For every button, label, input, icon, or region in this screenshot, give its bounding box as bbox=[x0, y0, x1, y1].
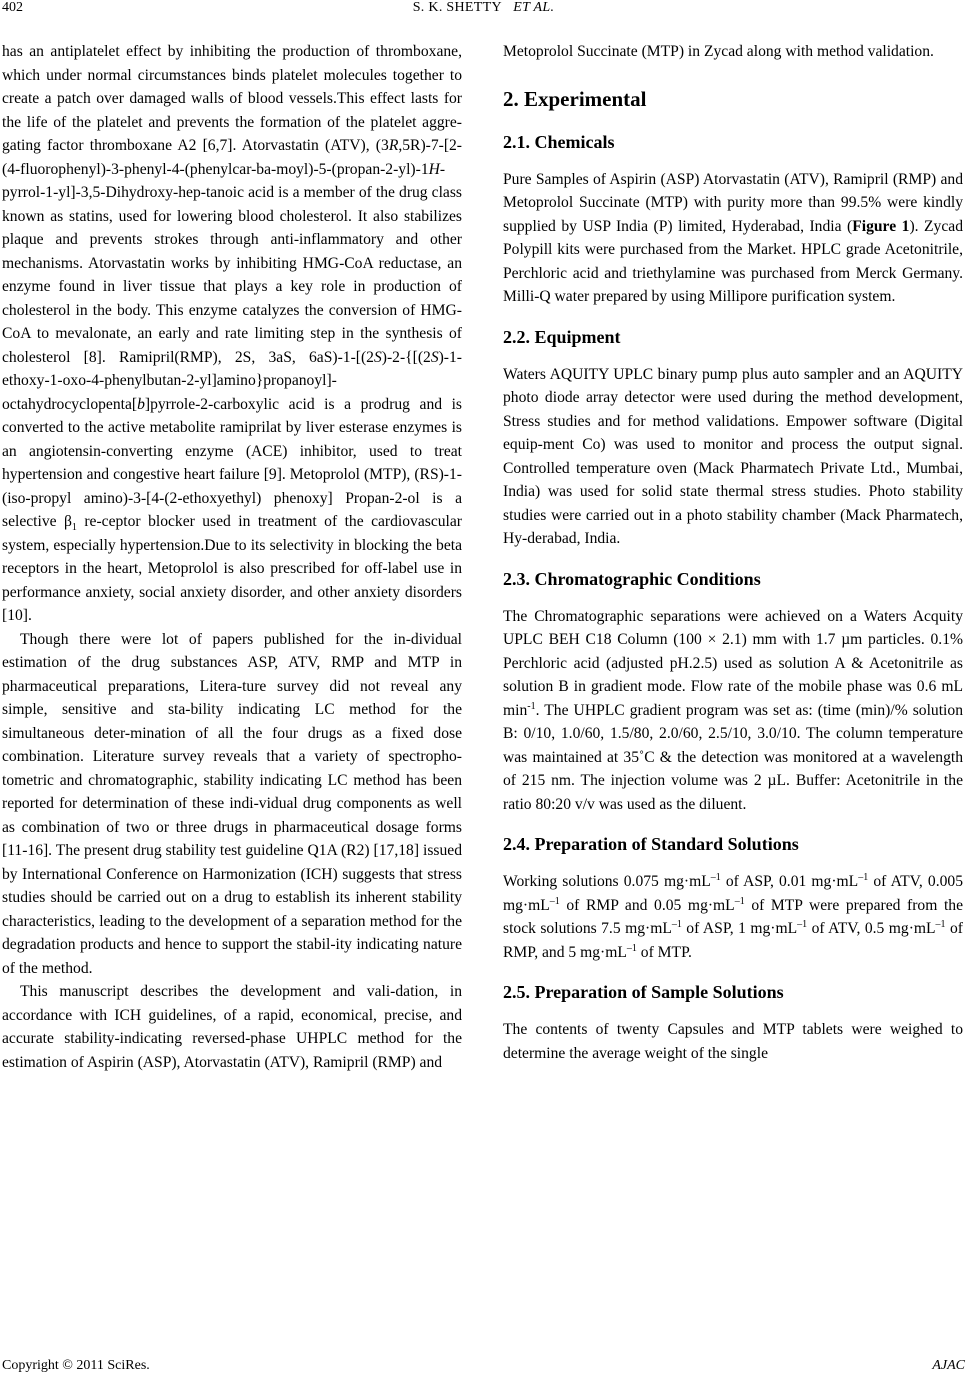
running-title bbox=[0, 0, 967, 16]
paragraph-sample-solutions: The contents of twenty Capsules and MTP tablets were weighed to determine the average weight of the single bbox=[503, 1021, 963, 1062]
running-author: S. K. SHETTY bbox=[412, 0, 502, 15]
paragraph-standard-solutions: Working solutions 0.075 $mg\cdot mL^{-1}$ of ASP, 0.01 $mg\cdot mL^{-1}$ of ATV, 0.005 $mg\cdot mL^{-1}$ of RMP and 0.05 $mg\cdot mL^{-1}$ of MTP were prepared from the stock solutions 7.5 $mg\cdot mL^{-1}$ of ASP, 1 $mg\cdot mL^{-1}$ of ATV, 0.5 $mg\cdot mL^{-1}$ of RMP, and 5 $mg\cdot mL^{-1}$ of MTP. bbox=[503, 871, 963, 961]
subsection-heading-equipment: 2.2. Equipment bbox=[503, 326, 621, 347]
paragraph-literature-survey: Though there were lot of papers published for the in-dividual estimation of the drug substances ASP, ATV, RMP and MTP in pharmaceutical preparations, Litera-ture survey did not reveal any simple, sensitive and sta-bility indicating LC method for the simultaneous deter-mination of all the four drugs as a fixed dose combination. Literature survey reveals that a variety of spectropho-tometric and chromatographic, stability indicating LC method has been reported for determination of these indi-vidual drug components as well as combination of two or three drugs in pharmaceutical dosage forms [11-16]. The present drug stability test guideline Q1A (R2) [17,18] issued by International Conference on Harmonization (ICH) suggests that stress studies should be carried out on a drug to establish its inherent stability characteristics, leading to the development of a separation method for the degradation products and hence to support the stabil-ity indicating nature of the method. bbox=[2, 630, 462, 977]
figure-link[interactable]: Figure 1 bbox=[852, 217, 910, 235]
running-header bbox=[0, 0, 967, 34]
left-column bbox=[2, 40, 462, 1074]
paragraph-equipment: Waters AQUITY UPLC binary pump plus auto sampler and an AQUITY photo diode array detector were used during the method development, Stress studies and for method validations. Empower software (Digital equip-ment Co) was used to monitor and process the output signal. Controlled temperature oven (Mack Pharmatech Private Ltd., Mumbai, India) was used for solid state thermal stress studies. Photo stability studies were carried out in a photo stability chamber (Mack Pharmatech, Hy-derabad, India. bbox=[503, 365, 963, 547]
section-heading-experimental: 2. Experimental bbox=[503, 86, 647, 111]
page-footer bbox=[0, 1358, 967, 1382]
subsection-heading-chemicals: 2.1. Chemicals bbox=[503, 131, 615, 152]
copyright-notice: Copyright © 2011 SciRes. bbox=[2, 1358, 150, 1373]
paragraph-chemicals: Pure Samples of Aspirin (ASP) Atorvastatin (ATV), Ramipril (RMP) and Metoprolol Succinate (MTP) with purity more than 99.5% were kindly supplied by USP India (P) limited, Hyderabad, India (Figure 1). Zycad Polypill kits were purchased from the Market. HPLC grade Acetonitrile, Perchloric acid and triethylamine was purchased from Merck Germany. Milli-Q water prepared by using Millipore purification system. bbox=[503, 170, 963, 305]
paragraph-drug-descriptions: has an antiplatelet effect by inhibiting the production of thromboxane, which under normal circumstances binds platelet molecules together to create a patch over damaged walls of blood vessels.This effect lasts for the life of the platelet and prevents the formation of the platelet aggre-gating factor thromboxane A2 [6,7]. Atorvastatin (ATV), (3R,5R)-7-[2-(4-fluorophenyl)-3-phenyl-4-(phenylcar-ba-moyl)-5-(propan-2-yl)-1H-pyrrol-1-yl]-3,5-Dihydroxy-hep-tanoic acid is a member of the drug class known as statins, used for lowering blood cholesterol. It also stabilizes plaque and prevents strokes through anti-inflammatory and other mechanisms. Atorvastatin works by inhibiting HMG-CoA reductase, an enzyme found in liver tissue that plays a key role in production of cholesterol in the body. This enzyme catalyzes the conversion of HMG-CoA to mevalonate, an early and rate limiting step in the synthesis of cholesterol [8]. Ramipril(RMP), 2S, 3aS, 6aS)-1-[(2S)-2-{[(2S)-1-ethoxy-1-oxo-4-phenylbutan-2-yl]amino}propanoyl]-octahydrocyclopenta[b]pyrrole-2-carboxylic acid is a prodrug and is converted to the active metabolite ramiprilat by liver esterase enzymes is an angiotensin-converting enzyme (ACE) inhibitor, used to treat hypertension and congestive heart failure [9]. Metoprolol (MTP), (RS)-1-(iso-propyl amino)-3-[4-(2-ethoxyethyl) phenoxy] Propan-2-ol is a selective $\beta_1$ re-ceptor blocker used in treatment of the cardiovascular system, especially hypertension.Due to its selectivity in blocking the beta receptors in the heart, Metoprolol is also prescribed for off-label use in performance anxiety, social anxiety disorder, and other anxiety disorders [10]. bbox=[2, 43, 462, 624]
subsection-heading-standard-solutions: 2.4. Preparation of Standard Solutions bbox=[503, 834, 799, 854]
journal-abbreviation: AJAC bbox=[932, 1358, 965, 1373]
subsection-heading-conditions: 2.3. Chromatographic Conditions bbox=[503, 568, 761, 589]
right-column bbox=[503, 40, 963, 1065]
subsection-heading-sample-solutions: 2.5. Preparation of Sample Solutions bbox=[503, 982, 784, 1002]
paragraph-conditions: The Chromatographic separations were achieved on a Waters Acquity UPLC BEH C18 Column (100 × 2.1) mm with 1.7 µm particles. 0.1% Perchloric acid (adjusted pH.2.5) used as solution A & Acetonitrile as solution B in gradient mode. Flow rate of the mobile phase was 0.6 mL $\min^{-1}$. The UHPLC gradient program was set as: (time (min)/% solution B: 0/10, 1.0/60, 1.5/80, 2.0/60, 2.5/10, 3.0/10. The column temperature was maintained at 35˚C & the detection was monitored at a wavelength of 215 nm. The injection volume was 2 µL. Buffer: Acetonitrile in the ratio 80:20 v/v was used as the diluent. bbox=[503, 607, 963, 813]
paragraph-manuscript-aim: This manuscript describes the development and vali-dation, in accordance with ICH guidelines, of a rapid, economical, precise, and accurate stability-indicating reversed-phase UHPLC method for the estimation of Aspirin (ASP), Atorvastatin (ATV), Ramipril (RMP) and bbox=[2, 983, 462, 1071]
paragraph-continuation: Metoprolol Succinate (MTP) in Zycad along with method validation. bbox=[503, 43, 934, 60]
page-number: 402 bbox=[2, 0, 23, 15]
running-etal: ET AL. bbox=[513, 0, 555, 15]
